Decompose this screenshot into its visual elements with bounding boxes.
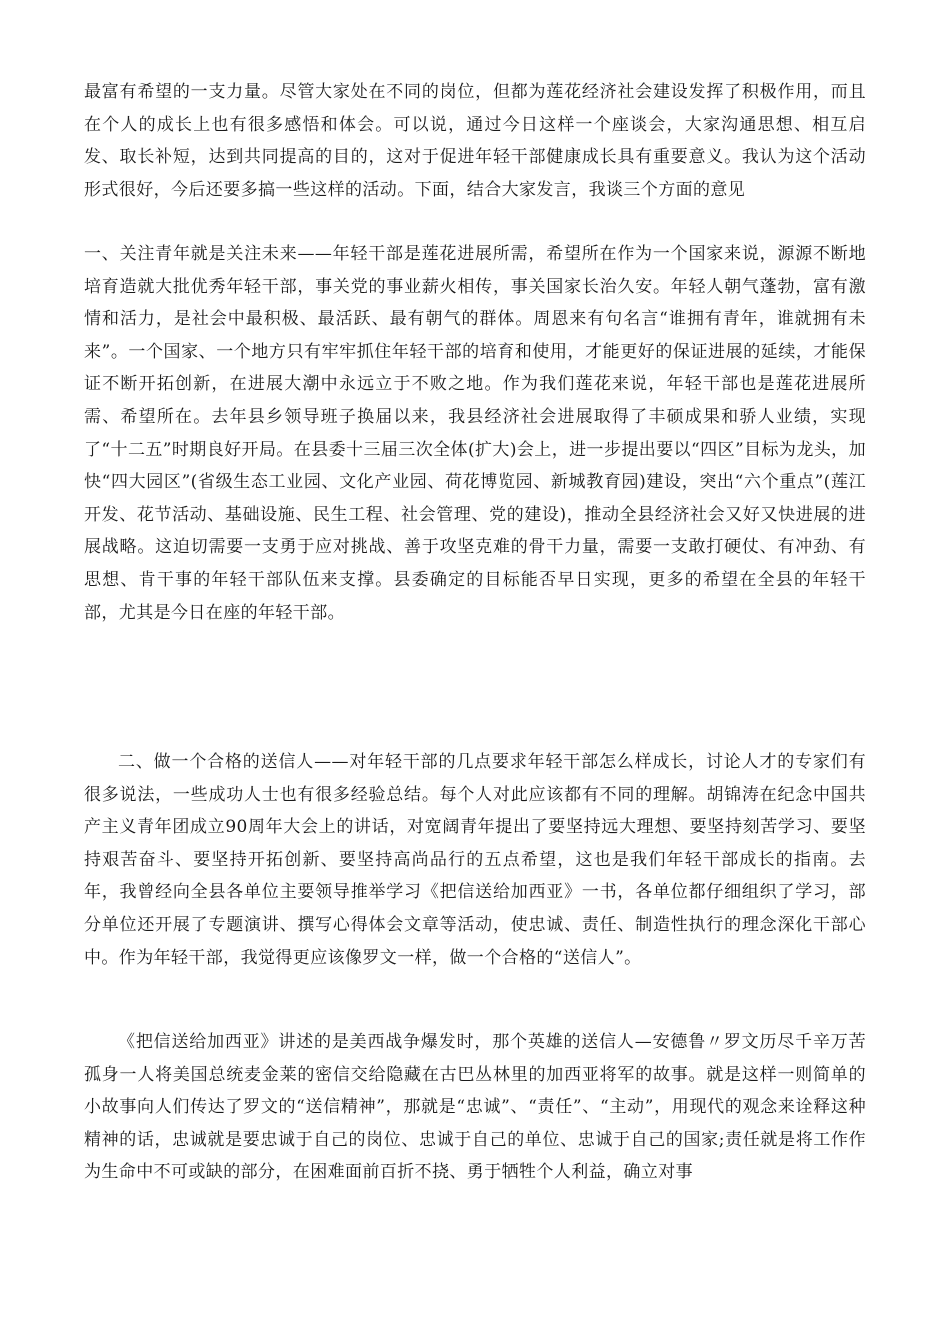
paragraph-intro: 最富有希望的一支力量。尽管大家处在不同的岗位，但都为莲花经济社会建设发挥了积极作用，而且在个人的成长上也有很多感悟和体会。可以说，通过今日这样一个座谈会，大家沟通思想、相互启发、取长补短，达到共同提高的目的，这对于促进年轻干部健康成长具有重要意义。我认为这个活动形式很好，今后还要多搞一些这样的活动。下面，结合大家发言，我谈三个方面的意见 xyxy=(84,82,866,200)
paragraph-garcia-story: 《把信送给加西亚》讲述的是美西战争爆发时，那个英雄的送信人—安德鲁〃罗文历尽千辛万苦孤身一人将美国总统麦金莱的密信交给隐藏在古巴丛林里的加西亚将军的故事。就是这样一则简单的小故事向人们传达了罗文的“送信精神”，那就是“忠诚”、“责任”、“主动”，用现代的观念来诠释这种精神的话，忠诚就是要忠诚于自己的岗位、忠诚于自己的单位、忠诚于自己的国家;责任就是将工作作为生命中不可或缺的部分，在困难面前百折不挠、勇于牺牲个人利益，确立对事 xyxy=(84,1032,866,1183)
paragraph-section-two: 二、做一个合格的送信人——对年轻干部的几点要求年轻干部怎么样成长，讨论人才的专家们有很多说法，一些成功人士也有很多经验总结。每个人对此应该都有不同的理解。胡锦涛在纪念中国共产主义青年团成立90周年大会上的讲话，对宽阔青年提出了要坚持远大理想、要坚持刻苦学习、要坚持艰苦奋斗、要坚持开拓创新、要坚持高尚品行的五点希望，这也是我们年轻干部成长的指南。去年，我曾经向全县各单位主要领导推举学习《把信送给加西亚》一书，各单位都仔细组织了学习，部分单位还开展了专题演讲、撰写心得体会文章等活动，使忠诚、责任、制造性执行的理念深化干部心中。作为年轻干部，我觉得更应该像罗文一样，做一个合格的“送信人”。 xyxy=(84,752,866,968)
paragraph-section-one: 一、关注青年就是关注未来——年轻干部是莲花进展所需，希望所在作为一个国家来说，源源不断地培育造就大批优秀年轻干部，事关党的事业薪火相传，事关国家长治久安。年轻人朝气蓬勃，富有激情和活力，是社会中最积极、最活跃、最有朝气的群体。周恩来有句名言“谁拥有青年，谁就拥有未来”。一个国家、一个地方只有牢牢抓住年轻干部的培育和使用，才能更好的保证进展的延续，才能保证不断开拓创新，在进展大潮中永远立于不败之地。作为我们莲花来说，年轻干部也是莲花进展所需、希望所在。去年县乡领导班子换届以来，我县经济社会进展取得了丰硕成果和骄人业绩，实现了“十二五”时期良好开局。在县委十三届三次全体(扩大)会上，进一步提出要以“四区”目标为龙头，加快“四大园区”(省级生态工业园、文化产业园、荷花博览园、新城教育园)建设，突出“六个重点”(莲江开发、花节活动、基础设施、民生工程、社会管理、党的建设)，推动全县经济社会又好又快进展的进展战略。这迫切需要一支勇于应对挑战、善于攻坚克难的骨干力量，需要一支敢打硬仗、有冲劲、有思想、肯干事的年轻干部队伍来支撑。县委确定的目标能否早日实现，更多的希望在全县的年轻干部，尤其是今日在座的年轻干部。 xyxy=(84,244,866,623)
